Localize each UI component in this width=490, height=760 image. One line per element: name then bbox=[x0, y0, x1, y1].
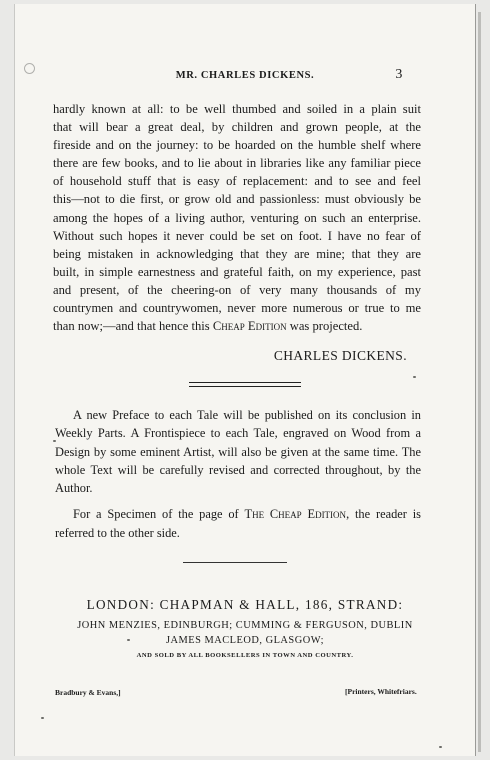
speck-mark bbox=[413, 376, 416, 378]
booksellers-line: AND SOLD BY ALL BOOKSELLERS IN TOWN AND COUNTRY. bbox=[136, 652, 354, 659]
speck-mark bbox=[439, 746, 442, 748]
text-line: hardly known at all: to be well thumbed and soiled in a plain suit bbox=[53, 102, 421, 116]
printer-location: [Printers, Whitefriars. bbox=[345, 687, 417, 696]
text-line: Without such hopes it never could be set on foot. I have no fear of bbox=[53, 228, 421, 243]
text-line: countrymen and countrywomen, never more numerous or true to me bbox=[53, 301, 421, 316]
text-line: there are few books, and to lie about in libraries like any familiar piece bbox=[53, 156, 421, 171]
text-line: that will bear a great deal, by children and grown people, at the bbox=[53, 120, 421, 135]
agents-line: JAMES MACLEOD, GLASGOW; bbox=[165, 635, 325, 646]
agents-imprint bbox=[15, 618, 475, 648]
single-rule-divider bbox=[183, 562, 287, 563]
double-rule-divider bbox=[189, 382, 301, 387]
text-segment: was projected. bbox=[286, 319, 363, 334]
notice-paragraph bbox=[55, 406, 421, 497]
page-number: 3 bbox=[395, 67, 403, 82]
running-title: MR. CHARLES DICKENS. bbox=[175, 70, 315, 81]
printer-name: Bradbury & Evans,] bbox=[55, 688, 121, 697]
agents-line: JOHN MENZIES, EDINBURGH; CUMMING & FERGUSON, DUBLIN bbox=[77, 620, 413, 631]
text-line: among the hopes of a living author, venturing on such an enterprise. bbox=[53, 210, 421, 225]
text-line: of household stuff that is easy of replacement: and to see and feel bbox=[53, 174, 421, 189]
speck-mark bbox=[41, 717, 44, 719]
cheap-edition-emphasis: Cheap Edition bbox=[212, 319, 287, 334]
page-sheet bbox=[14, 4, 476, 756]
text-line: fireside and on the journey: to be hoarded on the humble shelf where bbox=[53, 138, 421, 153]
text-segment: than now;—and that hence this bbox=[53, 319, 213, 334]
text-line: this—not to die first, or grow old and passionless: must obviously be bbox=[53, 192, 421, 207]
cheap-edition-emphasis: The Cheap Edition bbox=[244, 507, 347, 522]
speck-mark bbox=[127, 639, 130, 641]
notice-paragraph bbox=[55, 505, 421, 542]
author-signature: CHARLES DICKENS. bbox=[273, 348, 407, 363]
text-line: being mistaken in acknowledging that they are mine; that they are bbox=[53, 246, 421, 261]
notice-text: For a Specimen of the page of bbox=[73, 507, 245, 522]
notice-text: , the reader is referred to the other side. bbox=[55, 507, 421, 540]
notice-text: A new Preface to each Tale will be published on its conclusion in Weekly Parts. A Frontispiece to each Tale, engraved on Wood from a Design by some eminent Artist, will also be given at the same time. The whole Text will be carefully revised and corrected throughout, by the Author. bbox=[55, 408, 421, 496]
publisher-imprint: LONDON: CHAPMAN & HALL, 186, STRAND: bbox=[86, 597, 404, 612]
preface-text bbox=[53, 100, 421, 335]
speck-mark bbox=[53, 440, 56, 442]
running-header bbox=[15, 67, 475, 82]
text-line-final bbox=[53, 317, 421, 335]
text-line: and present, of the cheering-on of very many thousands of my bbox=[53, 282, 421, 297]
edition-notice bbox=[55, 406, 421, 550]
text-line: built, in simple earnestness and grateful faith, on my experience, past bbox=[53, 264, 421, 279]
